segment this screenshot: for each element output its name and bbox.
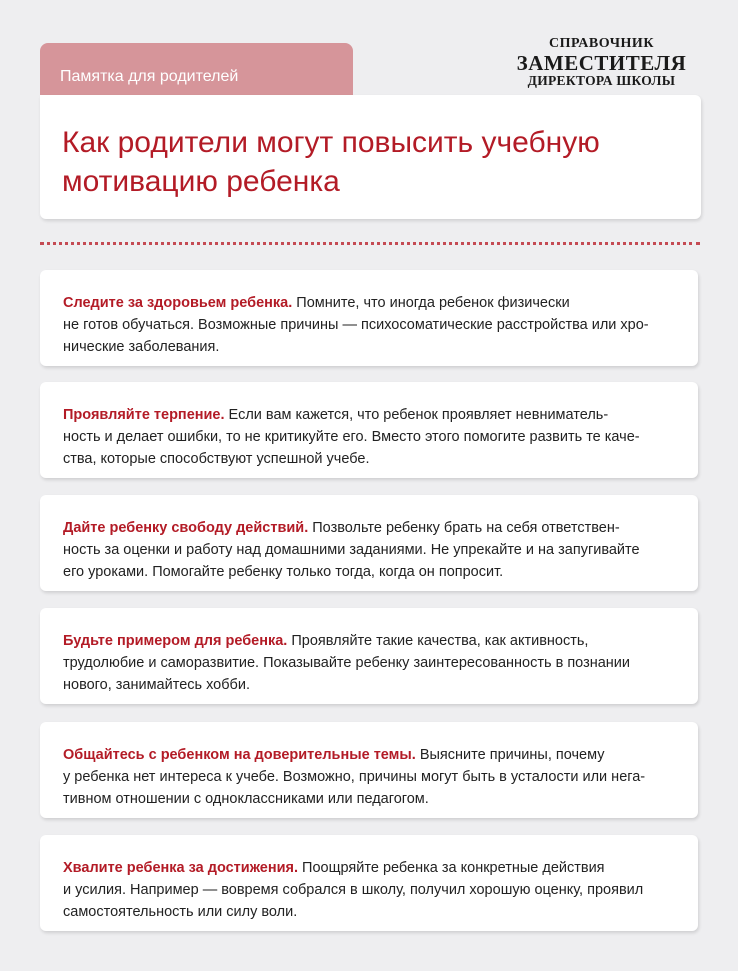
header-tab: [40, 43, 353, 97]
brand-line-3: ДИРЕКТОРА ШКОЛЫ: [527, 73, 676, 88]
tip-heading: Проявляйте терпение.: [63, 407, 225, 423]
tip-text: Следите за здоровьем ребенка. Помните, что иногда ребенок физически не готов обучаться. Возможные причины — психосоматические расстройства или хро- нические заболевания.: [63, 295, 649, 355]
page-title: Как родители могут повысить учебную мотивацию ребенка: [62, 126, 600, 198]
tip-card-praise: [40, 835, 698, 931]
tip-text: Хвалите ребенка за достижения. Поощряйте ребенка за конкретные действия и усилия. Например — вовремя собрался в школу, получил хорошую оценку, проявил самостоятельность или силу воли.: [63, 860, 644, 920]
tab-label: Памятка для родителей: [60, 68, 239, 85]
tip-heading: Следите за здоровьем ребенка.: [63, 295, 293, 311]
brand-line-2: ЗАМЕСТИТЕЛЯ: [516, 51, 687, 75]
title-card: [40, 95, 701, 219]
dotted-divider: [40, 242, 700, 245]
tip-text: Будьте примером для ребенка. Проявляйте такие качества, как активность, трудолюбие и саморазвитие. Показывайте ребенку заинтересованность в познании нового, занимайтесь хобби.: [63, 633, 631, 693]
tip-card-patience: [40, 382, 698, 478]
tip-heading: Дайте ребенку свободу действий.: [63, 520, 309, 536]
brand-logo: [503, 36, 700, 88]
tip-text: Дайте ребенку свободу действий. Позвольте ребенку брать на себя ответствен- ность за оценки и работу над домашними заданиями. Не упрекайте и на запугивайте его уроками. Помогайте ребенку только тогда, когда он попросит.: [63, 520, 640, 580]
tip-heading: Хвалите ребенка за достижения.: [63, 860, 299, 876]
tip-card-freedom: [40, 495, 698, 591]
tip-text: Проявляйте терпение. Если вам кажется, что ребенок проявляет невниматель- ность и делает ошибки, то не критикуйте его. Вместо этого помогите развить те каче- ства, которые способствуют успешной учебе.: [63, 407, 640, 467]
tip-heading: Будьте примером для ребенка.: [63, 633, 288, 649]
tip-card-health: [40, 270, 698, 366]
tip-heading: Общайтесь с ребенком на доверительные темы.: [63, 747, 416, 763]
tip-card-trust: [40, 722, 698, 818]
brand-line-1: СПРАВОЧНИК: [549, 36, 654, 51]
tip-card-example: [40, 608, 698, 704]
tip-text: Общайтесь с ребенком на доверительные темы. Выясните причины, почему у ребенка нет интереса к учебе. Возможно, причины могут быть в усталости или нега- тивном отношении с одноклассниками или педагогом.: [63, 747, 646, 807]
